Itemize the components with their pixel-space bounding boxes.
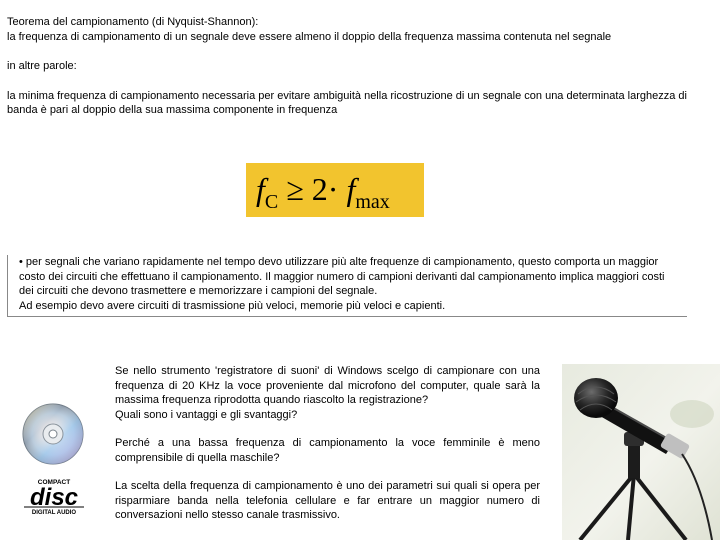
formula-sub-max: max (355, 191, 390, 213)
formula-relation: ≥ 2· (278, 171, 347, 207)
cd-disc-icon (22, 403, 84, 465)
formula-f-max: f (346, 171, 356, 207)
theorem-title: Teorema del campionamento (di Nyquist-Shannon): (7, 16, 259, 28)
theorem-text: la frequenza di campionamento di un segnale deve essere almeno il doppio della frequenza massima contenuta nel segnale (7, 30, 612, 43)
note-box (7, 255, 687, 317)
formula-f: f (256, 171, 265, 207)
intro-section (7, 15, 707, 118)
logo-compact-text: COMPACT (37, 479, 71, 486)
formula-expression (256, 169, 390, 214)
questions-section (115, 364, 540, 523)
question-pros-cons: Quali sono i vantaggi e gli svantaggi? (115, 408, 298, 421)
compact-disc-logo (22, 477, 86, 515)
paragraph-cellular: La scelta della frequenza di campionamento è uno dei parametri sui quali si opera per risparmiare banda nella telefonia cellulare e far entrare un maggior numero di conversazioni nello stesso canale trasmissivo. (115, 480, 540, 521)
explanation-text: la minima frequenza di campionamento necessaria per evitare ambiguità nella ricostruzione di un segnale con una determinata larghezza di banda è pari al doppio della sua massima componente in frequenza (7, 89, 687, 116)
note-example: Ad esempio devo avere circuiti di trasmissione più veloci, memorie più veloci e capienti. (19, 299, 446, 312)
logo-digital-audio-text: DIGITAL AUDIO (31, 510, 77, 515)
question-recorder: Se nello strumento 'registratore di suoni' di Windows scelgo di campionare con una frequenza di 20 KHz la voce proveniente dal microfono del computer, quale sarà la massima frequenza riprodotta quando riascolto la registrazione? (115, 365, 540, 406)
logo-disc-text: disc (29, 484, 79, 511)
question-female-voice: Perché a una bassa frequenza di campionamento la voce femminile è meno comprensibile di quella maschile? (115, 437, 540, 464)
nyquist-formula (246, 163, 424, 217)
microphone-photo (562, 364, 720, 540)
formula-sub-c: C (264, 191, 279, 213)
note-paragraph: • per segnali che variano rapidamente nel tempo devo utilizzare più alte frequenze di campionamento, questo comporta un maggior costo dei circuiti che effettuano il campionamento. Il maggior numero di campioni derivanti dal campionamento implica maggiori costi dei circuiti che devono trasmettere e memorizzare i campioni del segnale. (19, 256, 665, 297)
in-other-words: in altre parole: (7, 60, 77, 72)
microphone-icon (562, 364, 720, 540)
